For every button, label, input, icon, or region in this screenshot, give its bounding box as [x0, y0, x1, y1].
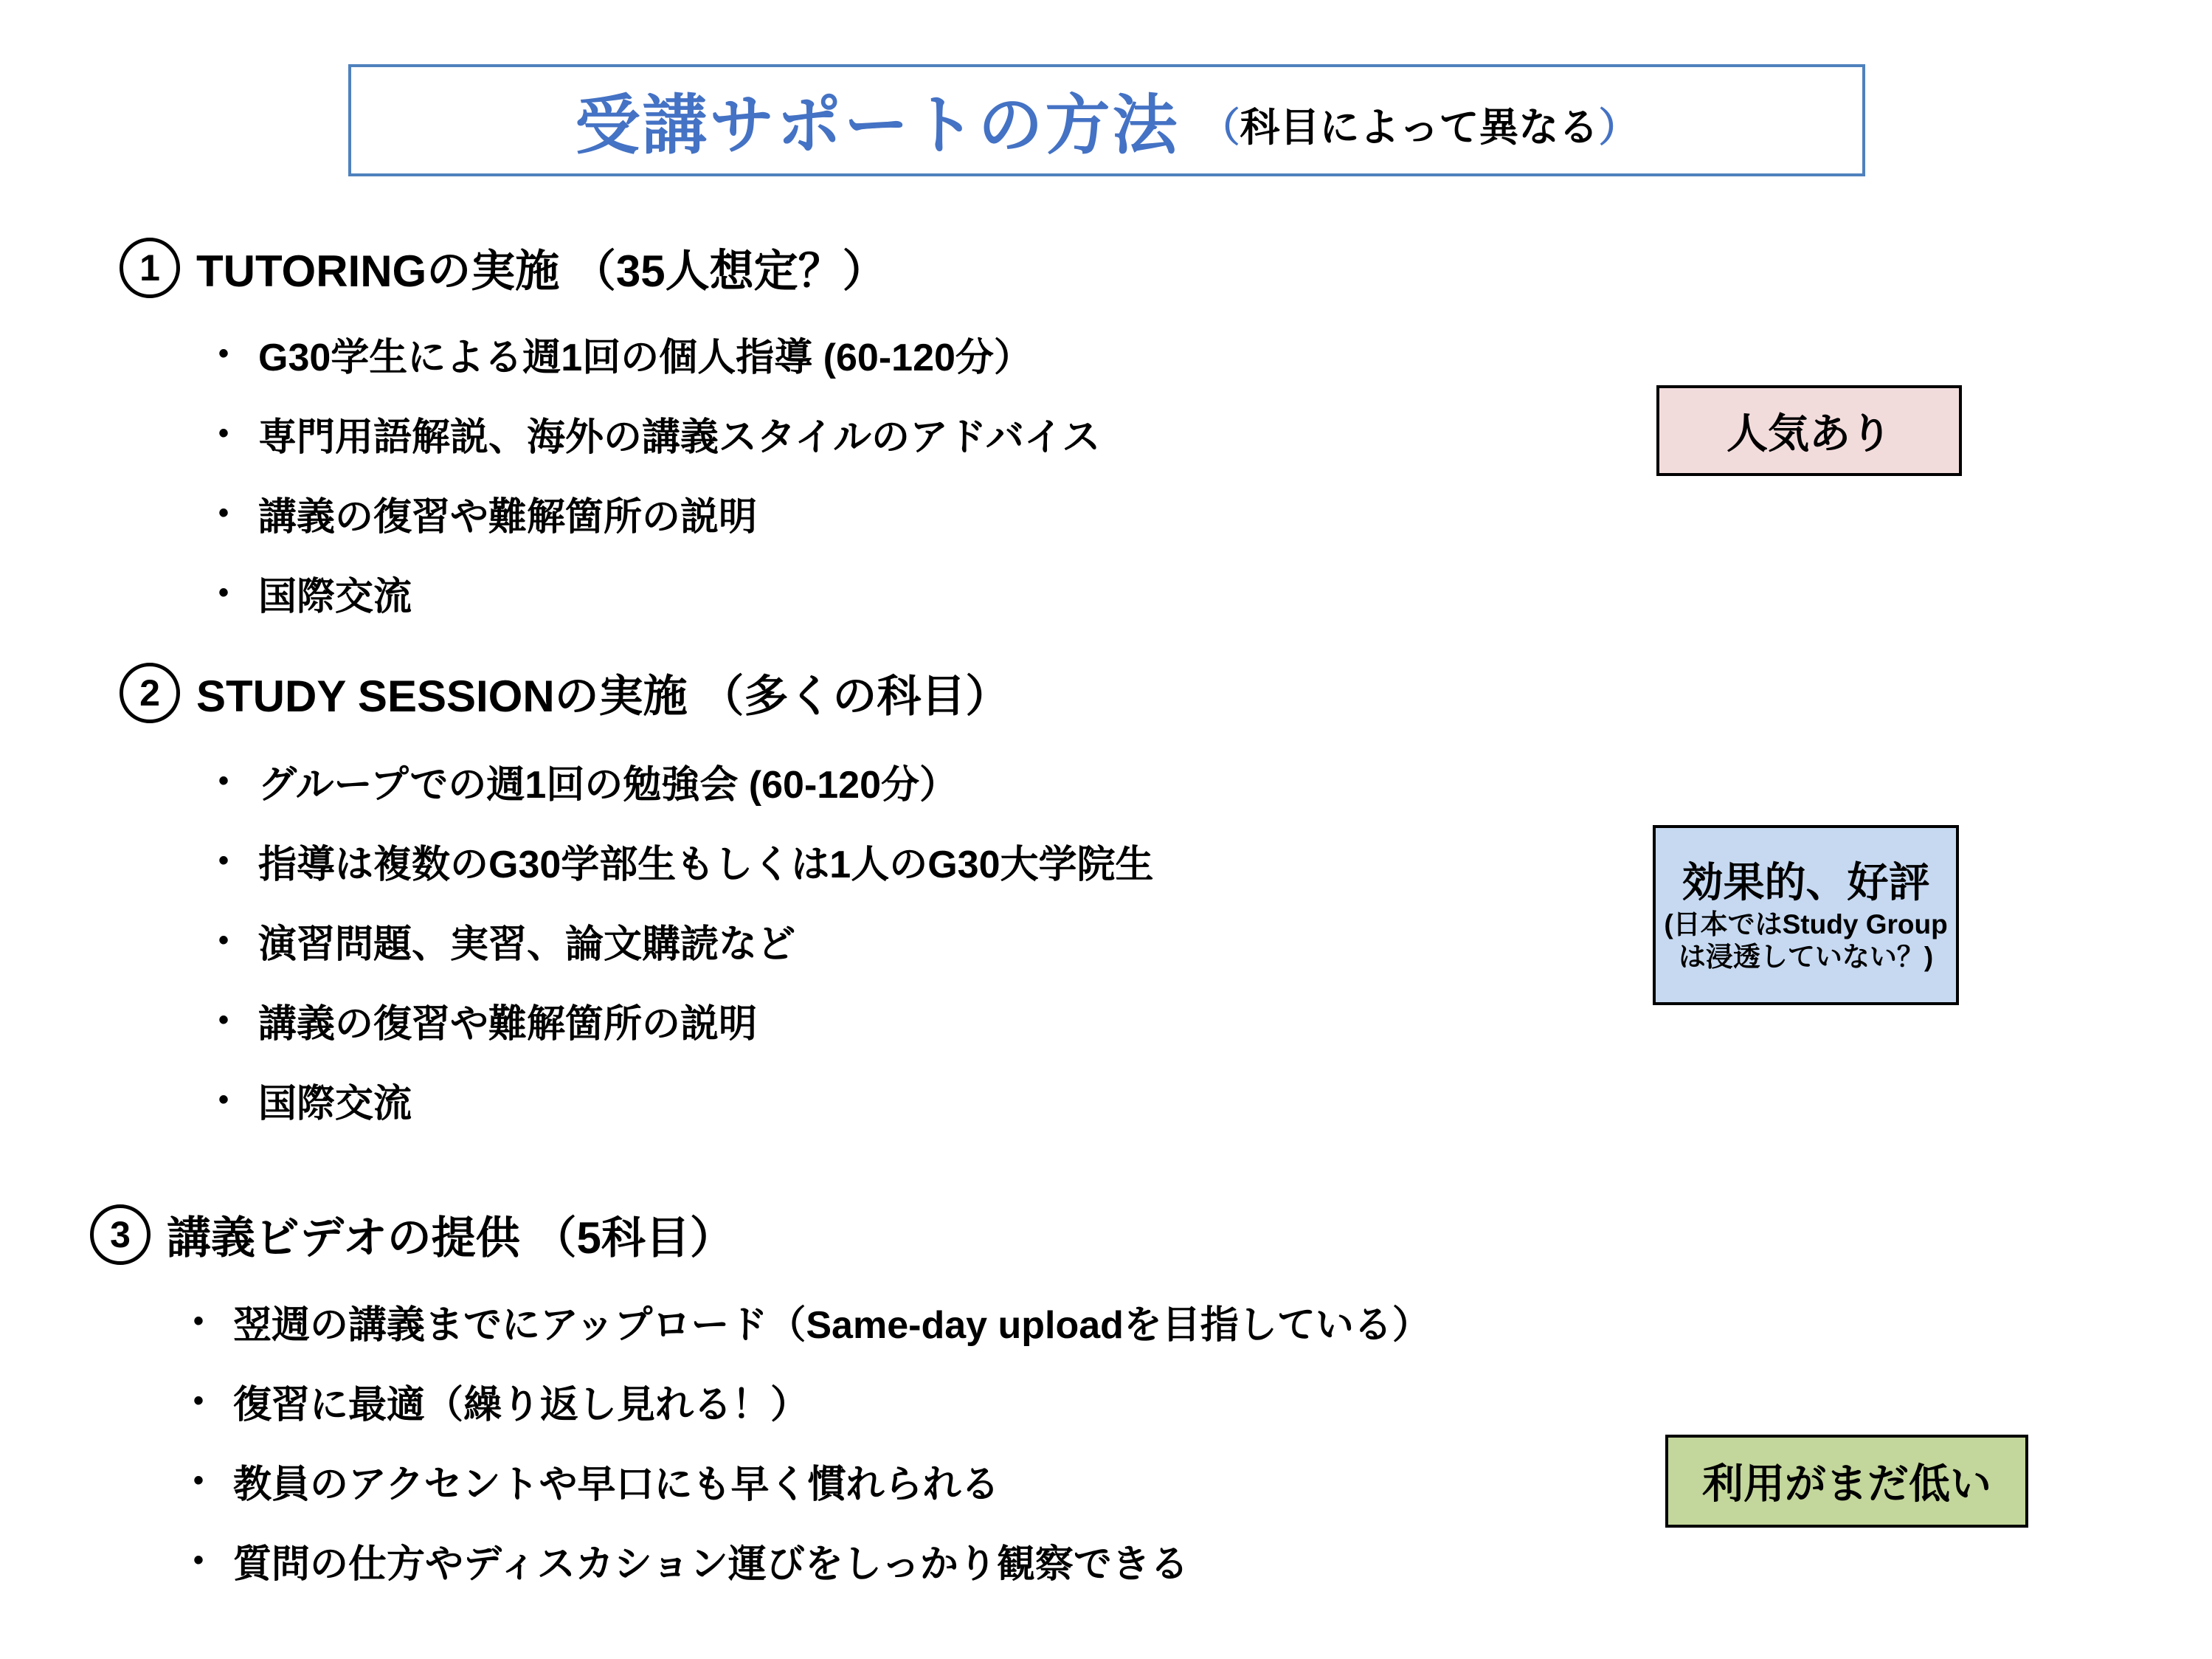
- page-subtitle: [1200, 89, 1639, 153]
- callout-effective-note-line1: (日本ではStudy Group: [1664, 908, 1948, 939]
- page-title: 受講サポートの方法: [575, 89, 1180, 162]
- list-item: • 演習問題、実習、論文購読など: [218, 900, 1154, 980]
- list-item: • 質問の仕方やディスカション運びをしっかり観察できる: [193, 1520, 1431, 1600]
- list-item: • 指導は複数のG30学部生もしくは1人のG30大学院生: [218, 821, 1154, 900]
- circled-number-3: 3: [90, 1204, 151, 1265]
- list-item: • 講義の復習や難解箇所の説明: [218, 473, 1100, 553]
- list-item: • 講義の復習や難解箇所の説明: [218, 980, 1154, 1060]
- circled-number-2: 2: [120, 663, 180, 723]
- section-3-heading-text: 講義ビデオの提供 （5科目）: [167, 1213, 734, 1263]
- callout-effective: [1653, 825, 1959, 1005]
- title-box: [348, 64, 1865, 176]
- subtitle-open-paren: （: [1200, 105, 1240, 150]
- callout-low-usage: [1665, 1435, 2028, 1528]
- section-1-heading-text: TUTORINGの実施 （35人想定？）: [196, 246, 887, 296]
- subtitle-close-paren: ）: [1598, 105, 1639, 150]
- callout-effective-title: 効果的、好評: [1682, 858, 1930, 906]
- section-2-bullets: [218, 741, 1154, 1139]
- list-item: • G30学生による週1回の個人指導 (60-120分）: [218, 314, 1100, 393]
- section-1-bullets: [218, 314, 1100, 632]
- list-item: • グループでの週1回の勉強会 (60-120分）: [218, 741, 1154, 821]
- section-1-heading: [120, 236, 887, 300]
- section-3-bullets: [193, 1281, 1431, 1600]
- callout-effective-note-line2: は浸透していない？): [1678, 942, 1934, 972]
- section-2-heading: [120, 661, 1009, 725]
- callout-low-usage-text: 利用がまだ低い: [1702, 1460, 1991, 1507]
- subtitle-text: 科目によって異なる: [1240, 105, 1599, 150]
- list-item: • 教員のアクセントや早口にも早く慣れられる: [193, 1441, 1431, 1520]
- circled-number-1: 1: [120, 238, 180, 298]
- list-item: • 国際交流: [218, 553, 1100, 632]
- list-item: • 復習に最適（繰り返し見れる！）: [193, 1361, 1431, 1441]
- list-item: • 翌週の講義までにアップロード（Same-day uploadを目指している）: [193, 1281, 1431, 1361]
- section-2-heading-text: STUDY SESSIONの実施 （多くの科目）: [196, 672, 1010, 721]
- list-item: • 国際交流: [218, 1060, 1154, 1139]
- list-item: • 専門用語解説、海外の講義スタイルのアドバイス: [218, 393, 1100, 473]
- callout-popular-text: 人気あり: [1727, 410, 1892, 457]
- callout-popular: [1656, 385, 1962, 476]
- section-3-heading: [90, 1203, 734, 1266]
